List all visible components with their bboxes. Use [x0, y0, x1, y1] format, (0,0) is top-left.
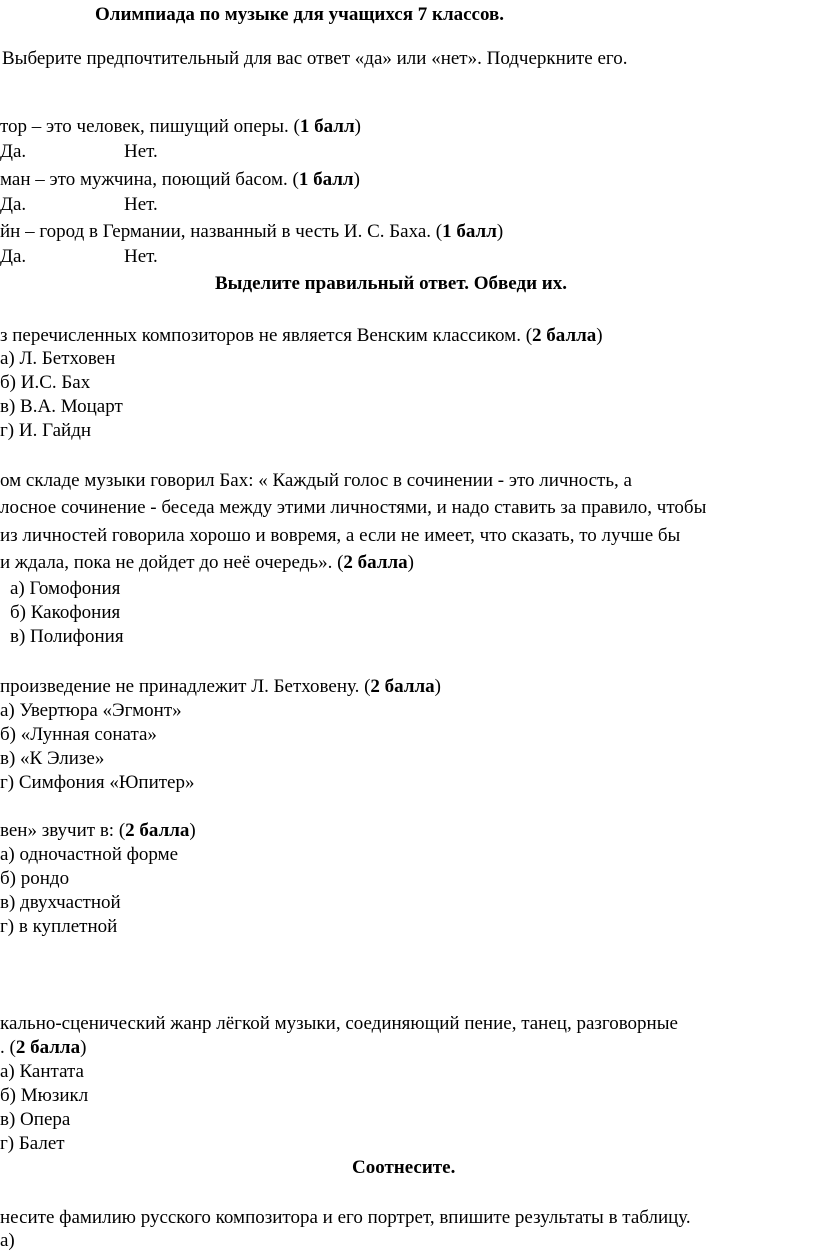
- question-2: ман – это мужчина, поющий басом. (1 балл): [0, 169, 360, 190]
- question-6-points: 2 балла: [370, 676, 435, 697]
- question-4: з перечисленных композиторов не является Венским классиком. (2 балла): [0, 325, 603, 346]
- question-9-sub: а): [0, 1230, 15, 1251]
- question-5-line-3: из личностей говорила хорошо и вовремя, а если не имеет, что сказать, то лучше бы: [0, 525, 681, 546]
- question-6-text: произведение не принадлежит Л. Бетховену. (: [0, 676, 371, 697]
- question-3-yes: Да.: [0, 246, 27, 267]
- question-1-text: тор – это человек, пишущий оперы. (: [0, 116, 300, 137]
- question-1-points: 1 балл: [299, 116, 355, 137]
- question-8-line-2: . (2 балла): [0, 1037, 87, 1058]
- question-3-text: йн – город в Германии, названный в честь И. С. Баха. (: [0, 221, 443, 242]
- question-3: йн – город в Германии, названный в честь И. С. Баха. (1 балл): [0, 221, 504, 242]
- question-3-points: 1 балл: [442, 221, 497, 242]
- question-6-option-a: а) Увертюра «Эгмонт»: [0, 700, 182, 721]
- question-4-option-a: а) Л. Бетховен: [0, 348, 116, 369]
- question-6-option-c: в) «К Элизе»: [0, 748, 105, 769]
- question-7: вен» звучит в: (2 балла): [0, 820, 196, 841]
- question-4-points: 2 балла: [532, 325, 597, 346]
- question-7-option-d: г) в куплетной: [0, 916, 118, 937]
- question-8-line-1: кально-сценический жанр лёгкой музыки, соединяющий пение, танец, разговорные: [0, 1013, 678, 1034]
- question-7-points: 2 балла: [125, 820, 190, 841]
- question-8-points: 2 балла: [15, 1037, 81, 1058]
- question-4-option-b: б) И.С. Бах: [0, 372, 91, 393]
- question-5-line-2: лосное сочинение - беседа между этими личностями, и надо ставить за правило, чтобы: [0, 497, 707, 518]
- question-9: несите фамилию русского композитора и его портрет, впишите результаты в таблицу.: [0, 1207, 691, 1228]
- question-5-option-a: а) Гомофония: [10, 578, 121, 599]
- question-6-option-d: г) Симфония «Юпитер»: [0, 772, 195, 793]
- question-2-text: ман – это мужчина, поющий басом. (: [0, 169, 299, 190]
- question-8-option-c: в) Опера: [0, 1109, 71, 1130]
- question-7-option-b: б) рондо: [0, 868, 70, 889]
- question-7-option-a: а) одночастной форме: [0, 844, 179, 865]
- question-5-line-1: ом складе музыки говорил Бах: « Каждый голос в сочинении - это личность, а: [0, 470, 632, 491]
- question-4-text: з перечисленных композиторов не является Венским классиком. (: [0, 325, 533, 346]
- question-6-option-b: б) «Лунная соната»: [0, 724, 157, 745]
- question-3-no: Нет.: [124, 246, 158, 267]
- question-5-option-c: в) Полифония: [10, 626, 124, 647]
- question-8-option-b: б) Мюзикл: [0, 1085, 89, 1106]
- question-2-yes: Да.: [0, 194, 27, 215]
- question-8-option-a: а) Кантата: [0, 1061, 84, 1082]
- section1-instruction: Выберите предпочтительный для вас ответ «да» или «нет». Подчеркните его.: [2, 48, 628, 69]
- question-7-text: вен» звучит в: (: [0, 820, 126, 841]
- question-5-points: 2 балла: [343, 552, 408, 573]
- question-1-no: Нет.: [124, 141, 158, 162]
- page-title: Олимпиада по музыке для учащихся 7 классов.: [95, 4, 505, 25]
- question-5-option-b: б) Какофония: [10, 602, 121, 623]
- question-8-option-d: г) Балет: [0, 1133, 65, 1154]
- question-2-points: 1 балл: [298, 169, 354, 190]
- question-7-option-c: в) двухчастной: [0, 892, 121, 913]
- section3-heading: Соотнесите.: [352, 1157, 456, 1178]
- question-4-option-c: в) В.А. Моцарт: [0, 396, 123, 417]
- question-2-no: Нет.: [124, 194, 158, 215]
- question-1-yes: Да.: [0, 141, 27, 162]
- section2-heading: Выделите правильный ответ. Обведи их.: [215, 273, 567, 294]
- question-1: тор – это человек, пишущий оперы. (1 балл): [0, 116, 361, 137]
- question-4-option-d: г) И. Гайдн: [0, 420, 92, 441]
- question-6: произведение не принадлежит Л. Бетховену. (2 балла): [0, 676, 441, 697]
- question-5-line-4: и ждала, пока не дойдет до неё очередь». (2 балла): [0, 552, 414, 573]
